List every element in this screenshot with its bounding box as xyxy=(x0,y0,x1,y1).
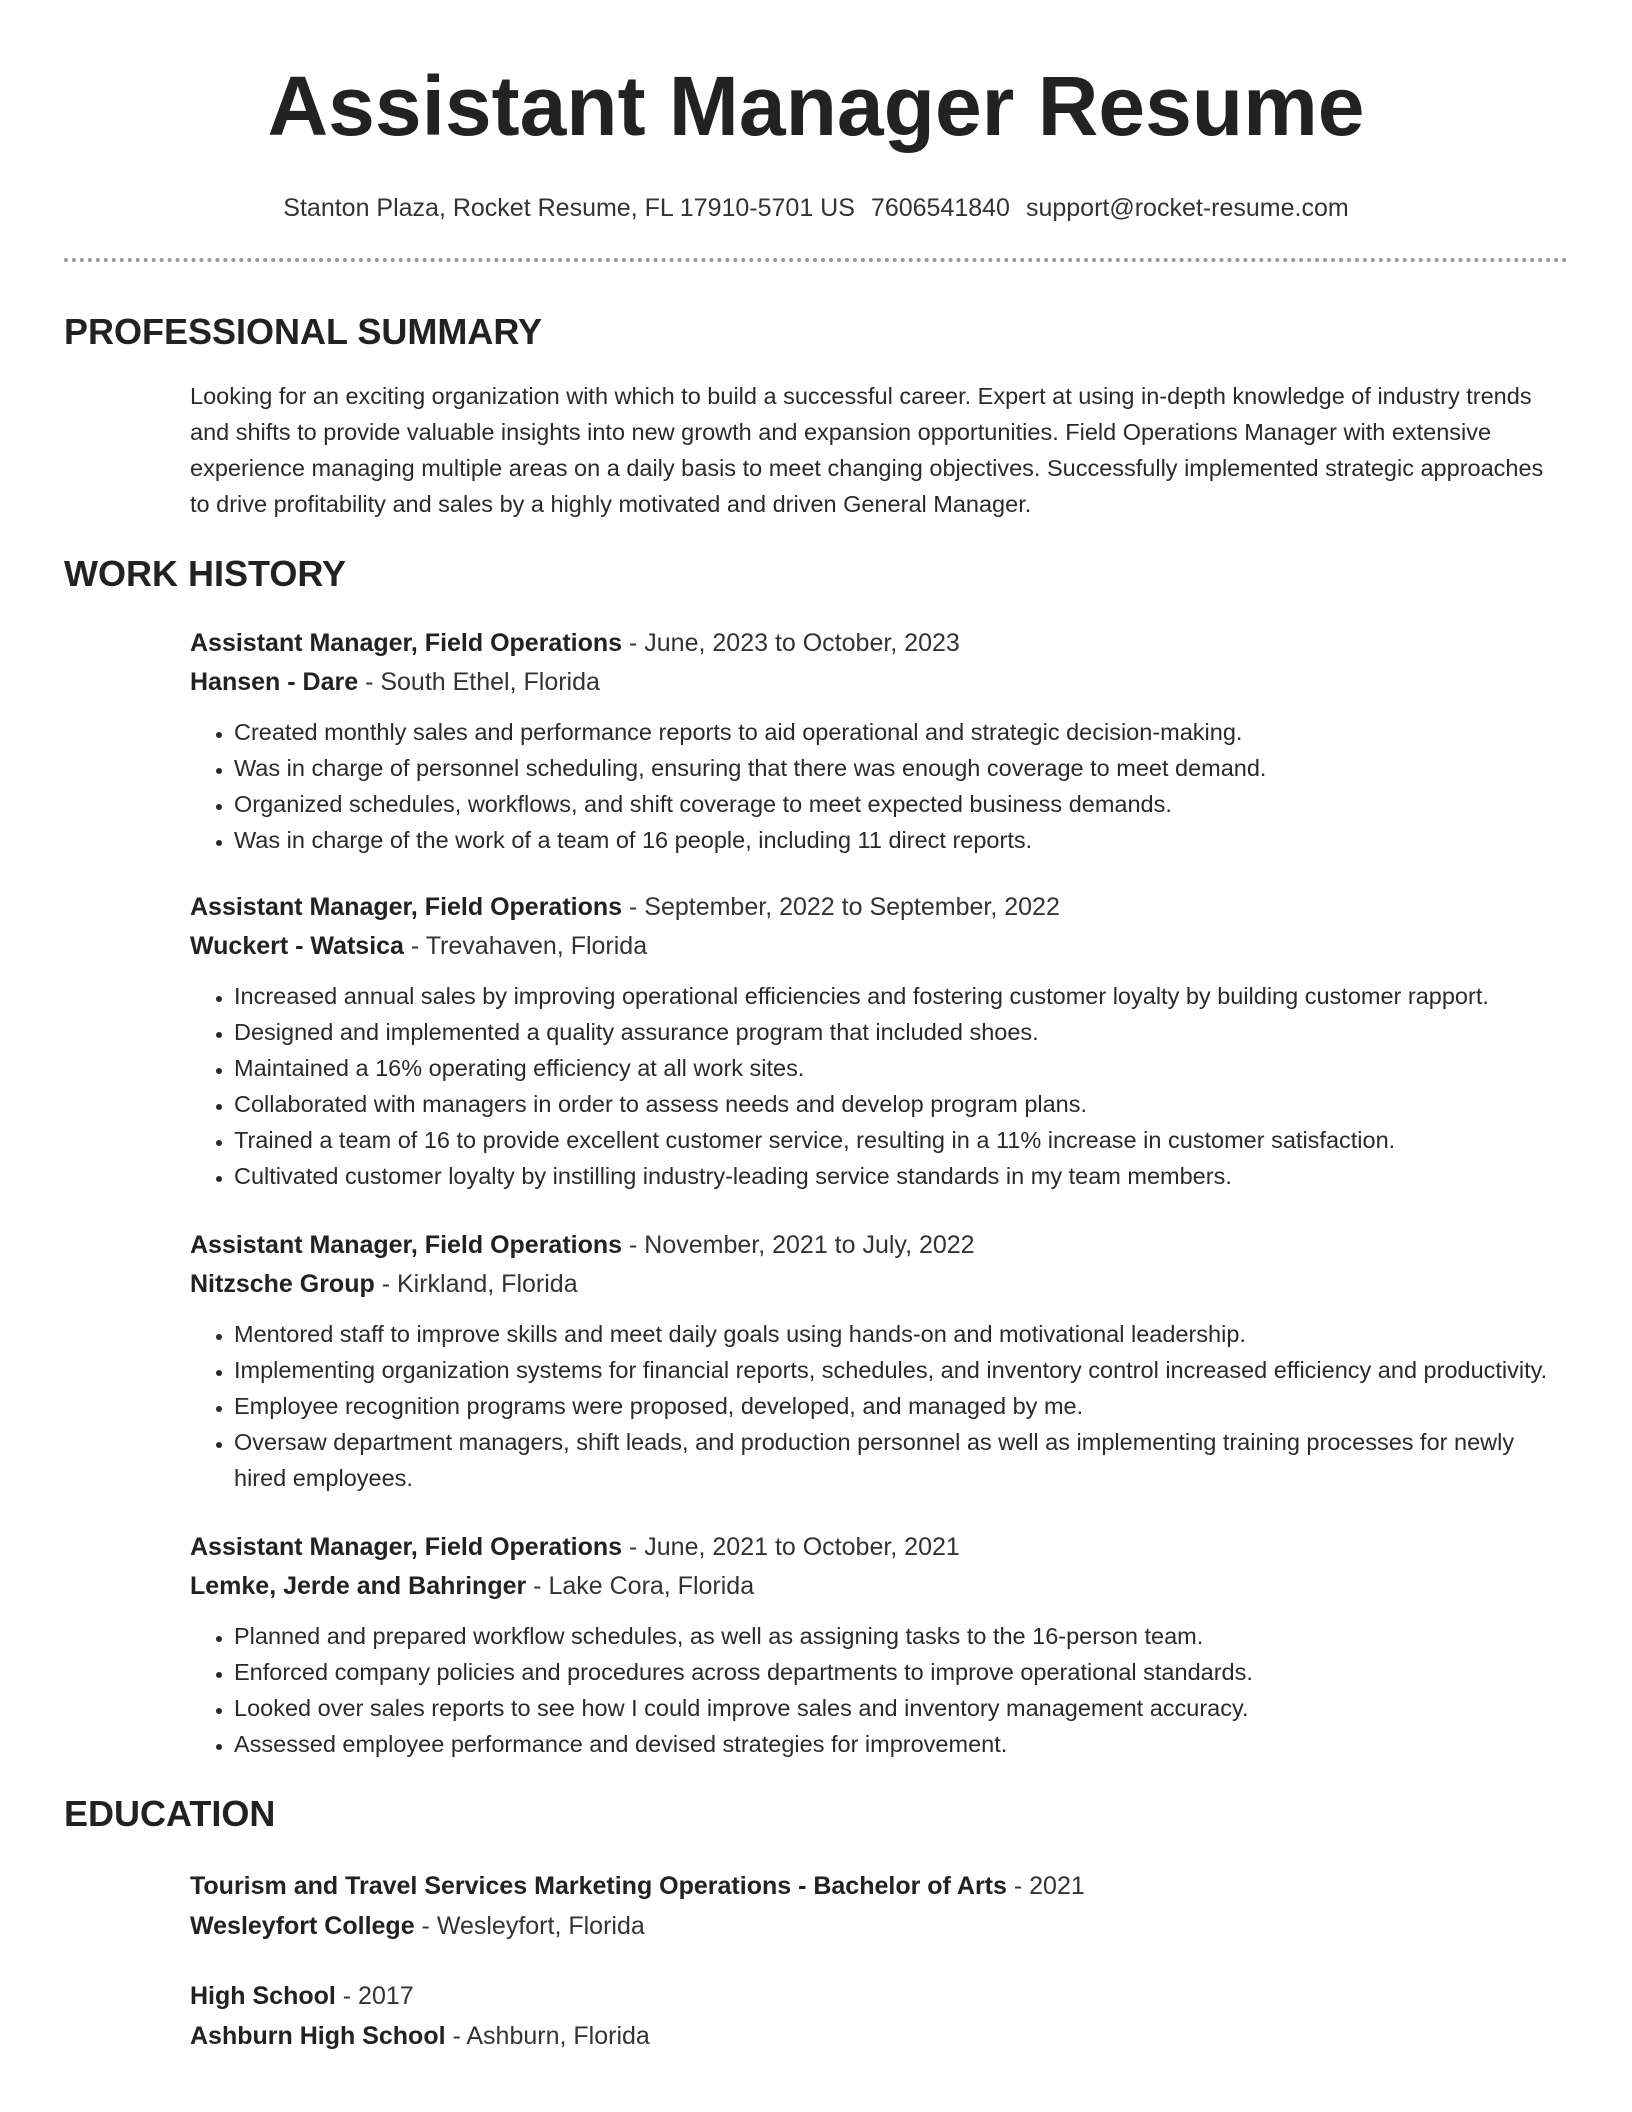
job-company-line xyxy=(190,663,1568,702)
job-bullets xyxy=(190,978,1568,1194)
job-role: Assistant Manager, Field Operations xyxy=(190,893,623,921)
job-location: - Kirkland, Florida xyxy=(374,1270,578,1298)
education-heading: EDUCATION xyxy=(64,1793,276,1834)
job-entry xyxy=(190,888,1568,1194)
job-bullet: • Trained a team of 16 to provide excellent customer service, resulting in a 11% increase in customer satisfaction. xyxy=(234,1122,1568,1158)
job-bullet: • Cultivated customer loyalty by instilling industry-leading service standards in my team members. xyxy=(234,1158,1568,1194)
job-title-line xyxy=(190,624,1568,663)
education-degree-line xyxy=(190,1866,1568,1906)
education-school-line xyxy=(190,1906,1568,1946)
resume-title: Assistant Manager Resume xyxy=(267,59,1365,153)
contact-phone: 7606541840 xyxy=(870,194,1010,222)
contact-email: support@rocket-resume.com xyxy=(1025,194,1349,222)
job-bullet: • Oversaw department managers, shift leads, and production personnel as well as implementing training processes for newly hired employees. xyxy=(234,1424,1568,1496)
job-bullets xyxy=(190,1316,1568,1496)
education-location: - Wesleyfort, Florida xyxy=(414,1912,645,1940)
job-bullet: • Collaborated with managers in order to assess needs and develop program plans. xyxy=(234,1086,1568,1122)
job-bullet: • Assessed employee performance and devised strategies for improvement. xyxy=(234,1726,1568,1762)
contact-line xyxy=(64,192,1568,224)
job-bullets xyxy=(190,714,1568,858)
job-location: - Trevahaven, Florida xyxy=(403,932,648,960)
job-bullet: • Maintained a 16% operating efficiency at all work sites. xyxy=(234,1050,1568,1086)
education-location: - Ashburn, Florida xyxy=(445,2022,650,2050)
job-dates: - June, 2023 to October, 2023 xyxy=(622,629,960,657)
job-dates: - September, 2022 to September, 2022 xyxy=(622,893,1060,921)
job-bullet: • Organized schedules, workflows, and shift coverage to meet expected business demands. xyxy=(234,786,1568,822)
job-location: - South Ethel, Florida xyxy=(358,668,600,696)
job-bullet: • Created monthly sales and performance reports to aid operational and strategic decision-making. xyxy=(234,714,1568,750)
job-company: Nitzsche Group xyxy=(190,1270,375,1298)
job-entry xyxy=(190,1226,1568,1496)
education-year: - 2021 xyxy=(1006,1872,1085,1900)
job-location: - Lake Cora, Florida xyxy=(526,1572,755,1600)
education-year: - 2017 xyxy=(335,1982,414,2010)
job-company: Hansen - Dare xyxy=(190,668,359,696)
summary-text: Looking for an exciting organization with which to build a successful career. Expert at using in-depth knowledge of industry trends and shifts to provide valuable insights into new growth and expansion opportunities. Field Operations Manager with extensive experience managing multiple areas on a daily basis to meet changing objectives. Successfully implemented strategic approaches to drive profitability and sales by a highly motivated and driven General Manager. xyxy=(190,383,1544,517)
job-entry xyxy=(190,1528,1568,1762)
job-title-line xyxy=(190,1226,1568,1265)
job-role: Assistant Manager, Field Operations xyxy=(190,629,623,657)
job-company-line xyxy=(190,927,1568,966)
job-bullet: • Looked over sales reports to see how I could improve sales and inventory management accuracy. xyxy=(234,1690,1568,1726)
job-bullet: • Mentored staff to improve skills and meet daily goals using hands-on and motivational leadership. xyxy=(234,1316,1568,1352)
education-degree: Tourism and Travel Services Marketing Operations - Bachelor of Arts xyxy=(190,1872,1007,1900)
job-role: Assistant Manager, Field Operations xyxy=(190,1533,623,1561)
education-entry xyxy=(190,1866,1568,1946)
job-bullet: • Planned and prepared workflow schedules, as well as assigning tasks to the 16-person team. xyxy=(234,1618,1568,1654)
job-bullet: • Designed and implemented a quality assurance program that included shoes. xyxy=(234,1014,1568,1050)
education-degree: High School xyxy=(190,1982,336,2010)
job-title-line xyxy=(190,888,1568,927)
job-bullet: • Increased annual sales by improving operational efficiencies and fostering customer loyalty by building customer rapport. xyxy=(234,978,1568,1014)
job-entry xyxy=(190,624,1568,858)
job-company: Lemke, Jerde and Bahringer xyxy=(190,1572,527,1600)
job-bullet: • Was in charge of personnel scheduling, ensuring that there was enough coverage to meet demand. xyxy=(234,750,1568,786)
job-title-line xyxy=(190,1528,1568,1567)
job-dates: - June, 2021 to October, 2021 xyxy=(622,1533,960,1561)
contact-address: Stanton Plaza, Rocket Resume, FL 17910-5701 US xyxy=(283,194,855,222)
job-bullet: • Was in charge of the work of a team of 16 people, including 11 direct reports. xyxy=(234,822,1568,858)
job-company: Wuckert - Watsica xyxy=(190,932,404,960)
work-history-heading: WORK HISTORY xyxy=(64,553,347,594)
job-bullet: • Employee recognition programs were proposed, developed, and managed by me. xyxy=(234,1388,1568,1424)
summary-heading: PROFESSIONAL SUMMARY xyxy=(64,311,543,352)
job-bullet: • Implementing organization systems for financial reports, schedules, and inventory control increased efficiency and productivity. xyxy=(234,1352,1568,1388)
header-divider xyxy=(64,258,1568,262)
job-role: Assistant Manager, Field Operations xyxy=(190,1231,623,1259)
job-bullet: • Enforced company policies and procedures across departments to improve operational standards. xyxy=(234,1654,1568,1690)
education-degree-line xyxy=(190,1976,1568,2016)
education-entry xyxy=(190,1976,1568,2056)
education-school: Ashburn High School xyxy=(190,2022,446,2050)
job-company-line xyxy=(190,1567,1568,1606)
job-bullets xyxy=(190,1618,1568,1762)
education-school: Wesleyfort College xyxy=(190,1912,415,1940)
education-school-line xyxy=(190,2016,1568,2056)
job-company-line xyxy=(190,1265,1568,1304)
job-dates: - November, 2021 to July, 2022 xyxy=(622,1231,975,1259)
